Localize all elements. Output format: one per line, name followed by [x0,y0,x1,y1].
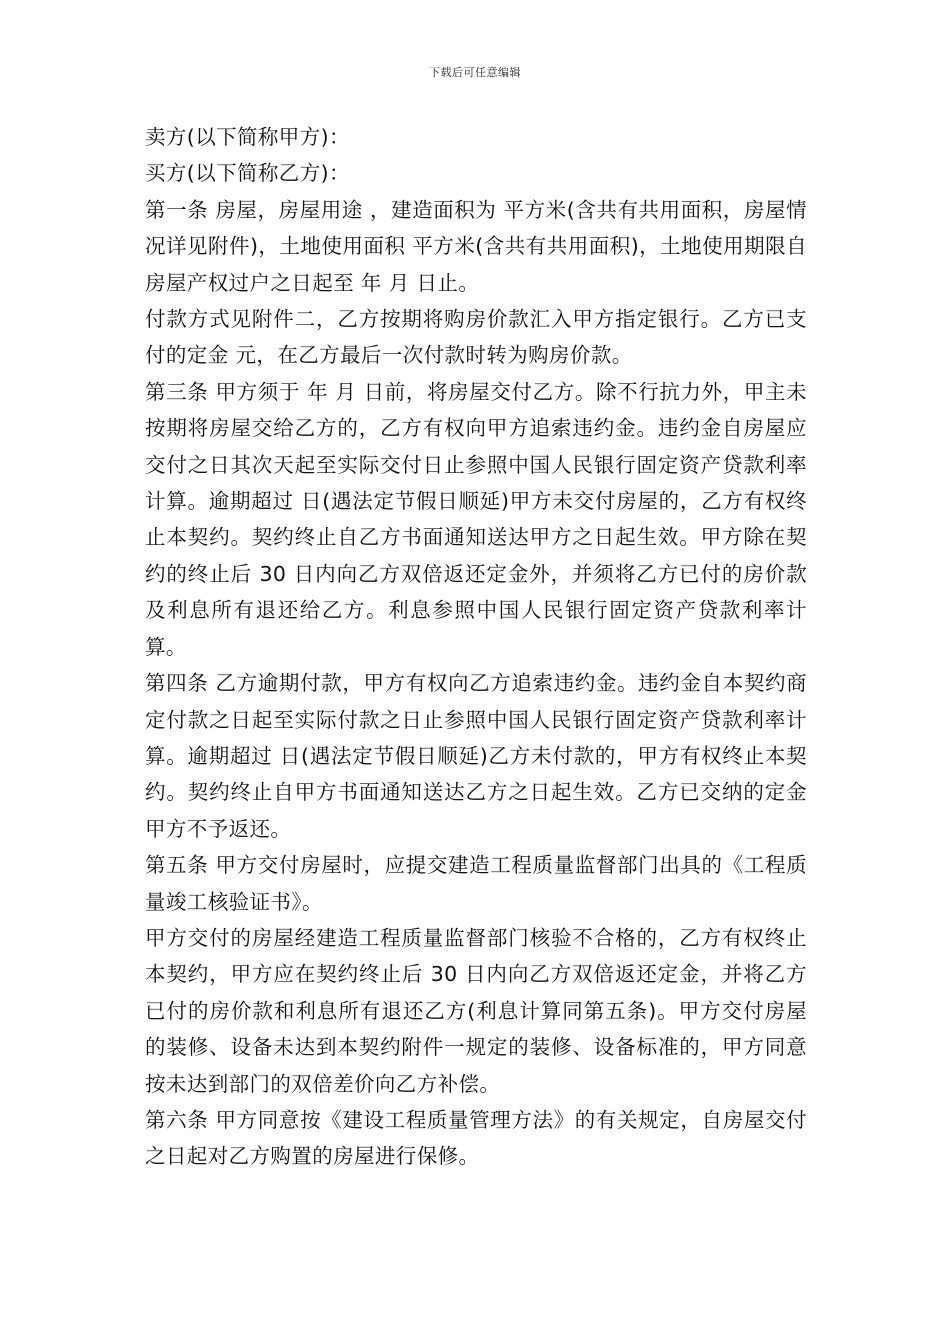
paragraph-article-4: 第四条 乙方逾期付款，甲方有权向乙方追索违约金。违约金自本契约商定付款之日起至实际付款之日止参照中国人民银行固定资产贷款利率计算。逾期超过 日(遇法定节假日顺延)乙方未付款的，甲方有权终止本契约。契约终止自甲方书面通知送达乙方之日起生效。乙方已交纳的定金甲方不予返还。 [145,671,807,841]
paragraph-article-3: 第三条 甲方须于 年 月 日前，将房屋交付乙方。除不行抗力外，甲主未按期将房屋交给乙方的，乙方有权向甲方追索违约金。违约金自房屋应交付之日其次天起至实际交付日止参照中国人民银行固定资产贷款利率计算。逾期超过 日(遇法定节假日顺延)甲方未交付房屋的，乙方有权终止本契约。契约终止自乙方书面通知送达甲方之日起生效。甲方除在契约的终止后 30 日内向乙方双倍返还定金外，并须将乙方已付的房价款及利息所有退还给乙方。利息参照中国人民银行固定资产贷款利率计算。 [145,379,807,659]
paragraph-article-6: 第六条 甲方同意按《建设工程质量管理方法》的有关规定，自房屋交付之日起对乙方购置的房屋进行保修。 [145,1107,807,1169]
page-header: 下载后可任意编辑 [429,66,521,79]
paragraph-seller: 卖方(以下简称甲方)： [145,125,350,149]
paragraph-article-1: 第一条 房屋，房屋用途 ，建造面积为 平方米(含共有共用面积，房屋情况详见附件)，土地使用面积 平方米(含共有共用面积)，土地使用期限自房屋产权过户之日起至 年 月 日止。 [145,197,807,295]
paragraph-buyer: 买方(以下简称乙方)： [145,161,350,186]
paragraph-payment: 付款方式见附件二，乙方按期将购房价款汇入甲方指定银行。乙方已支付的定金 元，在乙方最后一次付款时转为购房价款。 [145,307,807,368]
contract-body [145,119,807,1175]
paragraph-article-5: 第五条 甲方交付房屋时，应提交建造工程质量监督部门出具的《工程质量竣工核验证书》。 [145,853,807,914]
paragraph-quality-check: 甲方交付的房屋经建造工程质量监督部门核验不合格的，乙方有权终止本契约，甲方应在契约终止后 30 日内向乙方双倍返还定金，并将乙方已付的房价款和利息所有退还乙方(利息计算同第五条)。甲方交付房屋的装修、设备未达到本契约附件一规定的装修、设备标准的，甲方同意按未达到部门的双倍差价向乙方补偿。 [145,925,807,1096]
